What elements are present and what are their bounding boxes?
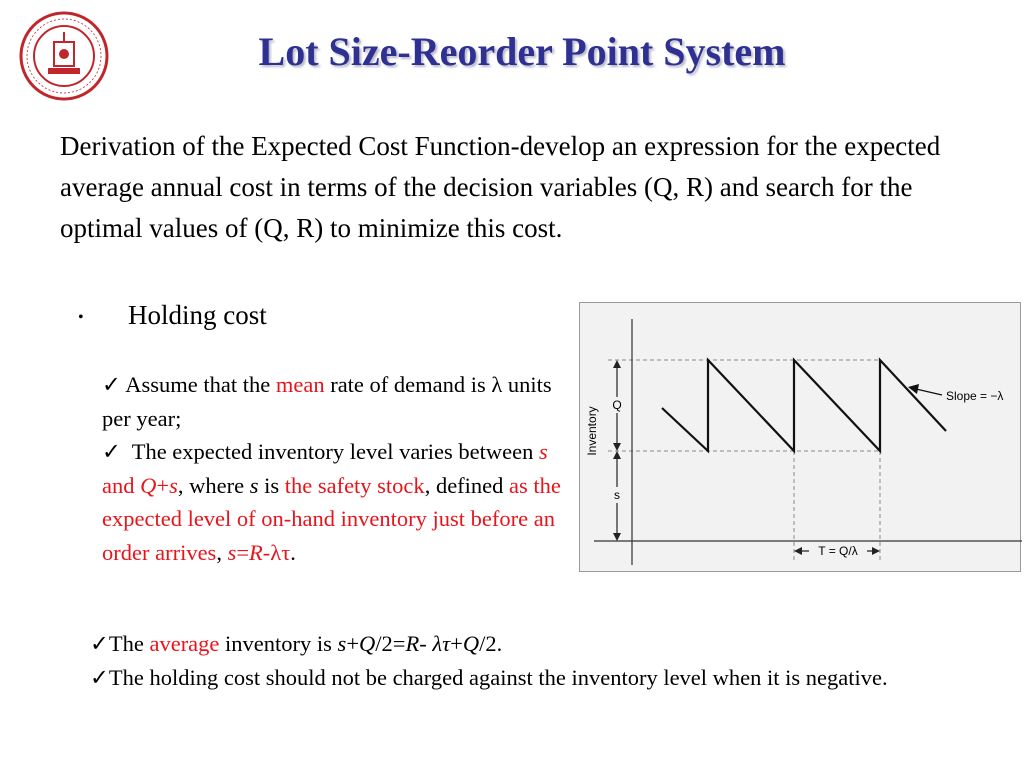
t-arrow-head-left xyxy=(794,547,802,555)
intro-paragraph: Derivation of the Expected Cost Function-develop an expression for the expected average annual cost in terms of the decision variables (Q, R) and search for the optimal values of (Q, R) to minimize this cost. xyxy=(60,131,941,243)
average-inventory-notes: ✓The average inventory is s+Q/2=R- λτ+Q/2. ✓The holding cost should not be charged against the inventory level when it is negative. xyxy=(90,631,888,690)
s-arrow-head-bottom xyxy=(613,533,621,541)
bullet-dot: • xyxy=(78,308,84,326)
q-label: Q xyxy=(612,398,622,412)
inventory-sawtooth-line xyxy=(662,360,946,451)
assumptions-text: ✓ Assume that the mean rate of demand is λ units per year; ✓ The expected inventory level varies between s and Q+s, where s is the safety stock, defined as the expected level of on-hand inventory just before an order arrives, s=R-λτ. xyxy=(102,372,561,565)
slope-pointer-line xyxy=(916,389,942,395)
s-label: s xyxy=(614,488,620,502)
page-title: Lot Size-Reorder Point System xyxy=(258,29,786,74)
q-arrow-head-bottom xyxy=(613,443,621,451)
holding-cost-bullet xyxy=(78,300,267,331)
diagram-svg xyxy=(580,303,1022,573)
s-arrow-head-top xyxy=(613,451,621,459)
bullet-label: Holding cost xyxy=(128,300,267,330)
q-arrow-head-top xyxy=(613,360,621,368)
slope-label: Slope = −λ xyxy=(946,389,1004,403)
t-label: T = Q/λ xyxy=(818,544,858,558)
t-arrow-head-right xyxy=(872,547,880,555)
y-axis-label: Inventory xyxy=(585,406,599,456)
inventory-sawtooth-diagram xyxy=(579,302,1021,572)
